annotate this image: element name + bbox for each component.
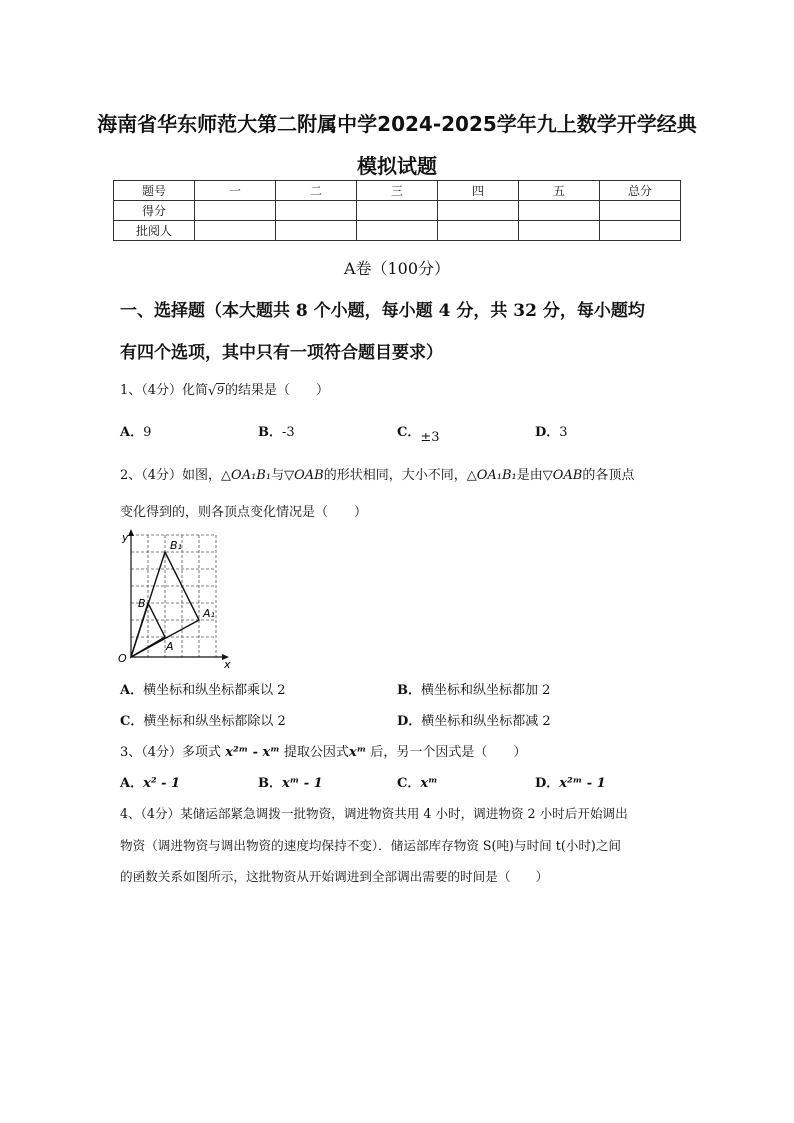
score-table <box>113 180 681 241</box>
table-cell <box>600 201 681 221</box>
table-cell <box>519 201 600 221</box>
table-header-cell: 一 <box>195 181 276 201</box>
y-axis-arrow-icon <box>128 529 134 536</box>
option-c[interactable] <box>120 710 286 729</box>
question-4-line2: 物资（调进物资与调出物资的速度均保持不变）．储运部库存物资 S(吨)与时间 t(小时)之间 <box>120 838 622 853</box>
option-label: B． <box>397 683 421 698</box>
option-c[interactable] <box>397 421 440 445</box>
table-row-label: 得分 <box>114 201 195 221</box>
triangle-oa1b1: △OA₁B₁ <box>221 468 272 483</box>
option-label: C． <box>397 776 421 791</box>
table-row <box>114 221 681 241</box>
table-cell <box>519 221 600 241</box>
option-label: B． <box>258 425 282 440</box>
option-label: A． <box>120 776 144 791</box>
question-4-line3: 的函数关系如图所示，这批物资从开始调进到全部调出需要的时间是（ ） <box>120 869 549 884</box>
table-cell <box>438 201 519 221</box>
table-row-label: 批阅人 <box>114 221 195 241</box>
question-text: 1、（4分）化简 <box>120 383 209 398</box>
paper-part-heading: A卷（100分） <box>343 259 451 278</box>
option-b[interactable] <box>258 421 295 440</box>
option-a[interactable] <box>120 772 180 791</box>
table-cell <box>195 221 276 241</box>
option-text: xᵐ <box>420 776 438 791</box>
option-label: C． <box>120 714 144 729</box>
polynomial-expression: x²ᵐ - xᵐ <box>225 745 280 760</box>
section-heading: 一、选择题（本大题共 8 个小题，每小题 4 分，共 32 分，每小题均 <box>120 301 645 321</box>
option-text: x² - 1 <box>143 776 181 791</box>
table-header-cell: 五 <box>519 181 600 201</box>
option-text: 横坐标和纵坐标都减 2 <box>421 714 551 729</box>
page-title-line2: 模拟试题 <box>357 154 437 178</box>
option-text: 3 <box>559 425 568 440</box>
option-label: A． <box>120 425 144 440</box>
option-d[interactable] <box>535 421 568 440</box>
section-heading-line2: 有四个选项，其中只有一项符合题目要求） <box>120 343 443 363</box>
option-b[interactable] <box>258 772 323 791</box>
point-a1-label: A₁ <box>203 607 215 620</box>
triangle-oab: ▽OAB <box>542 468 583 483</box>
option-label: D． <box>535 776 560 791</box>
question-3 <box>120 741 526 760</box>
table-cell <box>276 201 357 221</box>
point-a-label: A <box>166 640 174 653</box>
radical-sign-icon: √ <box>208 384 217 399</box>
point-o-label: O <box>118 652 127 665</box>
table-row <box>114 201 681 221</box>
point-b-label: B <box>138 597 146 610</box>
table-cell <box>357 201 438 221</box>
question-2 <box>120 464 634 483</box>
table-header-cell: 二 <box>276 181 357 201</box>
question-text: 的结果是（ ） <box>225 383 330 398</box>
question-text: 是由 <box>516 468 543 483</box>
option-text: 横坐标和纵坐标都加 2 <box>421 683 551 698</box>
option-label: A． <box>120 683 144 698</box>
question-4: 4、（4分）某储运部紧急调拨一批物资，调进物资共用 4 小时，调进物资 2 小时后开始调出 <box>120 806 628 821</box>
option-text: ±3 <box>420 430 440 445</box>
table-cell <box>276 221 357 241</box>
question-text: 后，另一个因式是（ ） <box>370 745 527 760</box>
option-d[interactable] <box>535 772 606 791</box>
question-text: 提取公因式 <box>283 745 349 760</box>
table-header-cell: 三 <box>357 181 438 201</box>
option-c[interactable] <box>397 772 438 791</box>
option-label: D． <box>397 714 422 729</box>
triangle-oab: ▽OAB <box>284 468 324 483</box>
option-d[interactable] <box>397 710 551 729</box>
question-text: 的形状相同，大小不同， <box>323 468 467 483</box>
question-2-line2: 变化得到的，则各顶点变化情况是（ ） <box>120 505 368 520</box>
question-text: 的各顶点 <box>582 468 635 483</box>
option-text: xᵐ - 1 <box>282 776 323 791</box>
page-title: 海南省华东师范大第二附属中学2024-2025学年九上数学开学经典 <box>97 112 697 136</box>
common-factor: xᵐ <box>348 745 367 760</box>
option-label: B． <box>258 776 282 791</box>
table-row <box>114 181 681 201</box>
option-a[interactable] <box>120 421 151 440</box>
question-1 <box>120 379 329 398</box>
option-label: C． <box>397 425 421 440</box>
y-axis-label: y <box>122 531 129 544</box>
option-label: D． <box>535 425 560 440</box>
table-cell <box>438 221 519 241</box>
question-text: 与 <box>271 468 285 483</box>
option-text: 横坐标和纵坐标都乘以 2 <box>143 683 286 698</box>
coordinate-figure <box>116 527 240 672</box>
option-text: 9 <box>143 425 152 440</box>
table-cell <box>195 201 276 221</box>
option-a[interactable] <box>120 679 286 698</box>
grid-lines <box>131 535 216 657</box>
table-header-cell: 总分 <box>600 181 681 201</box>
sqrt-expression <box>208 383 225 398</box>
table-cell <box>600 221 681 241</box>
x-axis-label: x <box>224 658 231 671</box>
option-text: x²ᵐ - 1 <box>559 776 606 791</box>
option-text: -3 <box>282 425 295 440</box>
triangle-oa1b1: △OA₁B₁ <box>466 468 517 483</box>
question-text: 2、（4分）如图， <box>120 468 222 483</box>
question-text: 3、（4分）多项式 <box>120 745 222 760</box>
table-header-cell: 题号 <box>114 181 195 201</box>
radicand: 9 <box>217 384 225 397</box>
option-b[interactable] <box>397 679 550 698</box>
table-cell <box>357 221 438 241</box>
option-text: 横坐标和纵坐标都除以 2 <box>143 714 286 729</box>
table-header-cell: 四 <box>438 181 519 201</box>
point-b1-label: B₁ <box>170 539 182 552</box>
